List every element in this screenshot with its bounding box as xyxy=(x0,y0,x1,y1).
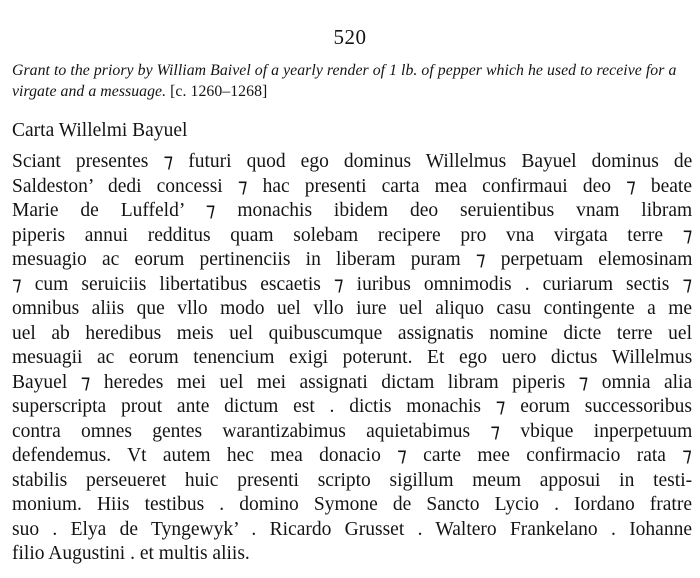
charter-body-line: filio Augustini . et multis aliis. xyxy=(12,543,250,564)
summary-text: Grant to the priory by William Baivel of a yearly render of 1 lb. of pepper which he used to receive for a virgate and a messuage. xyxy=(12,62,677,100)
charter-body-line: suo . Elya de Tyngewyk’ . Ricardo Grusset . Waltero Frankelano . Iohanne xyxy=(12,518,692,540)
charter-summary xyxy=(12,60,692,102)
charter-body-line: omnibus aliis que vllo modo uel vllo iure uel aliquo casu contingente a me xyxy=(12,298,693,319)
charter-body-line: uel ab heredibus meis uel quibuscumque assignatis nomine dicte terre uel xyxy=(12,322,692,344)
charter-body-line: Sciant presentes ⁊ futuri quod ego dominus Willelmus Bayuel dominus de xyxy=(12,151,693,172)
charter-body-line: ⁊ cum seruiciis libertatibus escaetis ⁊ iuribus omnimodis . curiarum sectis ⁊ xyxy=(12,273,693,295)
charter-date: [c. 1260–1268] xyxy=(170,83,268,100)
charter-body-line: Bayuel ⁊ heredes mei uel mei assignati dictam libram piperis ⁊ omnia alia xyxy=(12,371,693,393)
charter-body xyxy=(12,150,692,567)
charter-body-line: mesuagio ac eorum pertinenciis in liberam puram ⁊ perpetuam elemosinam xyxy=(12,249,693,270)
charter-body-line: superscripta prout ante dictum est . dictis monachis ⁊ eorum successoribus xyxy=(12,396,693,417)
charter-body-line: mesuagii ac eorum tenencium exigi poterunt. Et ego uero dictus Willelmus xyxy=(12,347,693,368)
charter-title: Carta Willelmi Bayuel xyxy=(12,120,188,141)
charter-body-line: Marie de Luffeld’ ⁊ monachis ibidem deo seruientibus vnam libram xyxy=(12,200,693,221)
charter-body-line: stabilis perseueret huic presenti scripto sigillum meum apposui in testi- xyxy=(12,469,693,491)
charter-body-line: monium. Hiis testibus . domino Symone de Sancto Lycio . Iordano fratre xyxy=(12,494,692,515)
document-number: 520 xyxy=(333,25,367,49)
charter-body-line: piperis annui redditus quam solebam recipere pro vna virgata terre ⁊ xyxy=(12,224,693,246)
charter-body-line: contra omnes gentes warantizabimus aquietabimus ⁊ vbique inperpetuum xyxy=(12,420,693,442)
charter-body-line: Saldeston’ dedi concessi ⁊ hac presenti carta mea confirmaui deo ⁊ beate xyxy=(12,175,692,197)
charter-body-line: defendemus. Vt autem hec mea donacio ⁊ carte mee confirmacio rata ⁊ xyxy=(12,445,692,466)
